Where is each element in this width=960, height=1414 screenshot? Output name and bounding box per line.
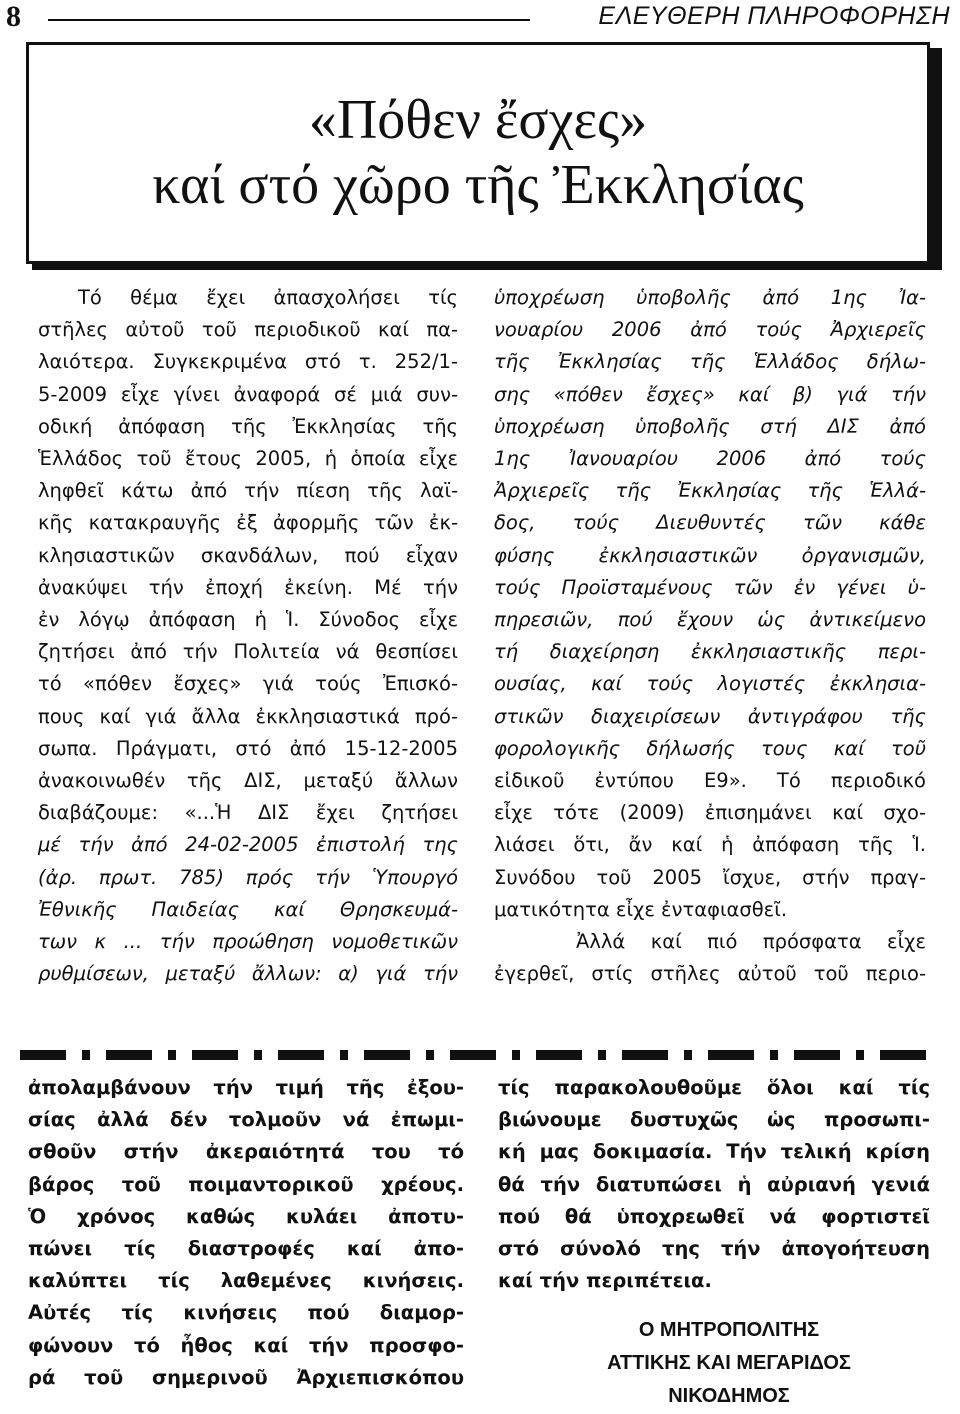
header-rule <box>48 19 530 21</box>
text-line: καί τήν περιπέτεια. <box>498 1269 712 1293</box>
text-line: βάρος τοῦ ποιμαντορικοῦ χρέους. <box>28 1172 464 1196</box>
text-line: Ἐθνικῆς Παιδείας καί Θρησκευμά- <box>38 897 458 921</box>
text-line: ἀνακοινωθέν τῆς ΔΙΣ, μεταξύ ἄλλων <box>38 769 458 793</box>
text-line: τῆς Ἐκκλησίας τῆς Ἑλλάδος δήλω- <box>494 350 926 374</box>
text-line: στό σύνολό της τήν ἀπογοήτευση <box>498 1237 930 1261</box>
closing-column-left <box>28 1072 464 1394</box>
article-column-right <box>494 282 926 990</box>
running-head: ΕΛΕΥΘΕΡΗ ΠΛΗΡΟΦΟΡΗΣΗ <box>598 2 950 30</box>
text-line: πους καί γιά ἄλλα ἐκκλησιαστικά πρό- <box>38 704 458 728</box>
closing-column-right <box>498 1072 930 1297</box>
text-line: 1ης Ἰανουαρίου 2006 ἀπό τούς <box>494 447 926 471</box>
text-line: Ὁ χρόνος καθώς κυλάει ἀποτυ- <box>28 1204 464 1228</box>
text-line: 5-2009 εἶχε γίνει ἀναφορά σέ μιά συν- <box>38 382 458 406</box>
text-line: μέ τήν ἀπό 24-02-2005 ἐπιστολή της <box>38 833 458 857</box>
page-number: 8 <box>6 0 21 33</box>
text-line: ὑποχρέωση ὑποβολῆς ἀπό 1ης Ἰα- <box>494 286 926 309</box>
text-line: ματικότητα εἶχε ἐνταφιασθεῖ. <box>494 897 788 921</box>
title-line-2: καί στό χῶρο τῆς Ἐκκλησίας <box>152 154 804 216</box>
text-line: τούς Προϊσταμένους τῶν ἐν γένει ὑ- <box>494 575 926 599</box>
text-line: των κ ... τήν προώθηση νομοθετικῶν <box>38 930 458 954</box>
text-line: τό «πόθεν ἔσχες» γιά τούς Ἐπισκό- <box>38 672 458 696</box>
text-line: ὑποχρέωση ὑποβολῆς στή ΔΙΣ ἀπό <box>494 414 926 438</box>
title-box <box>26 42 930 264</box>
text-line: Αὐτές τίς κινήσεις πού διαμορ- <box>28 1301 464 1325</box>
text-line: ἀνακύψει τήν ἐποχή ἐκείνη. Μέ τήν <box>38 575 458 599</box>
text-line: σθοῦν στήν ἀκεραιότητά του τό <box>28 1140 464 1164</box>
text-line: φύσης ἐκκλησιαστικῶν ὀργανισμῶν, <box>494 543 926 567</box>
text-line: πώνει τίς διαστροφές καί ἀπο- <box>28 1237 464 1261</box>
text-line: ληφθεῖ κάτω ἀπό τήν πίεση τῆς λαϊ- <box>38 479 458 503</box>
text-line: πηρεσιῶν, πού ἔχουν ὡς ἀντικείμενο <box>494 608 926 632</box>
text-line: τίς παρακολουθοῦμε ὅλοι καί τίς <box>498 1076 930 1099</box>
text-line: ἐγερθεῖ, στίς στῆλες αὐτοῦ τοῦ περιο- <box>494 962 926 986</box>
article-column-left <box>38 282 458 990</box>
text-line: οδική ἀπόφαση τῆς Ἐκκλησίας τῆς <box>38 414 458 438</box>
text-line: Ἑλλάδος τοῦ ἔτους 2005, ἡ ὁποία εἶχε <box>38 447 458 471</box>
text-line: στικῶν διαχειρίσεων ἀντιγράφου τῆς <box>494 704 926 728</box>
text-line: πού θά ὑποχρεωθεῖ νά φορτιστεῖ <box>498 1204 930 1228</box>
text-line: κῆς κατακραυγῆς ἐξ ἀφορμῆς τῶν ἐκ- <box>38 511 458 535</box>
text-line: θά τήν διατυπώσει ἡ αὐριανή γενιά <box>498 1172 930 1196</box>
text-line: φορολογικῆς δήλωσής τους καί τοῦ <box>494 736 926 760</box>
text-line: σίας ἀλλά δέν τολμοῦν νά ἐπωμι- <box>28 1108 464 1132</box>
text-line: (ἀρ. πρωτ. 785) πρός τήν Ὑπουργό <box>38 865 458 889</box>
text-line: στῆλες αὐτοῦ τοῦ περιοδικοῦ καί πα- <box>38 318 458 342</box>
text-line: δος, τούς Διευθυντές τῶν κάθε <box>494 511 926 535</box>
text-line: κή μας δοκιμασία. Τήν τελική κρίση <box>498 1140 930 1164</box>
text-line: Τό θέμα ἔχει ἀπασχολήσει τίς <box>78 286 458 309</box>
title-line-1: «Πόθεν ἔσχες» <box>308 89 648 152</box>
text-line: εἰδικοῦ ἐντύπου Ε9». Τό περιοδικό <box>494 769 926 793</box>
text-line: βιώνουμε δυστυχῶς ὡς προσωπι- <box>498 1108 930 1132</box>
signature-name: ΝΙΚΟΔΗΜΟΣ <box>668 1385 790 1407</box>
text-line: νουαρίου 2006 ἀπό τούς Ἀρχιερεῖς <box>494 318 926 342</box>
signature-title: Ο ΜΗΤΡΟΠΟΛΙΤΗΣ <box>638 1319 820 1341</box>
text-line: τή διαχείρηση ἐκκλησιαστικῆς περι- <box>494 640 926 664</box>
text-line: ουσίας, καί τούς λογιστές ἐκκλησια- <box>494 672 926 696</box>
text-line: σωπα. Πράγματι, στό ἀπό 15-12-2005 <box>38 736 458 760</box>
dashed-separator <box>20 1050 940 1060</box>
text-line: ἀπολαμβάνουν τήν τιμή τῆς ἐξου- <box>28 1076 464 1099</box>
text-line: ρά τοῦ σημερινοῦ Ἀρχιεπισκόπου <box>28 1365 464 1389</box>
text-line: σης «πόθεν ἔσχες» καί β) γιά τήν <box>494 382 926 406</box>
text-line: εἶχε τότε (2009) ἐπισημάνει καί σχο- <box>494 801 926 825</box>
text-line: καλύπτει τίς λαθεμένες κινήσεις. <box>28 1269 464 1293</box>
signature-see: ΑΤΤΙΚΗΣ ΚΑΙ ΜΕΓΑΡΙΔΟΣ <box>607 1352 851 1374</box>
text-line: λαιότερα. Συγκεκριμένα στό τ. 252/1- <box>38 350 458 374</box>
text-line: ζητήσει ἀπό τήν Πολιτεία νά θεσπίσει <box>38 640 458 664</box>
text-line: ἐν λόγῳ ἀπόφαση ἡ Ἱ. Σύνοδος εἶχε <box>38 608 458 632</box>
text-line: κλησιαστικῶν σκανδάλων, πού εἶχαν <box>38 543 458 567</box>
text-line: φώνουν τό ἦθος καί τήν προσφο- <box>28 1333 464 1357</box>
text-line: Ἀλλά καί πιό πρόσφατα εἶχε <box>576 930 926 954</box>
text-line: ρυθμίσεων, μεταξύ ἄλλων: α) γιά τήν <box>38 962 458 986</box>
text-line: Συνόδου τοῦ 2005 ἴσχυε, στήν πραγ- <box>494 865 926 889</box>
text-line: λιάσει ὅτι, ἄν καί ἡ ἀπόφαση τῆς Ἱ. <box>494 833 926 857</box>
signature-block <box>498 1314 960 1413</box>
text-line: Ἀρχιερεῖς τῆς Ἐκκλησίας τῆς Ἑλλά- <box>494 479 926 503</box>
text-line: διαβάζουμε: «...Ἡ ΔΙΣ ἔχει ζητήσει <box>38 801 458 825</box>
